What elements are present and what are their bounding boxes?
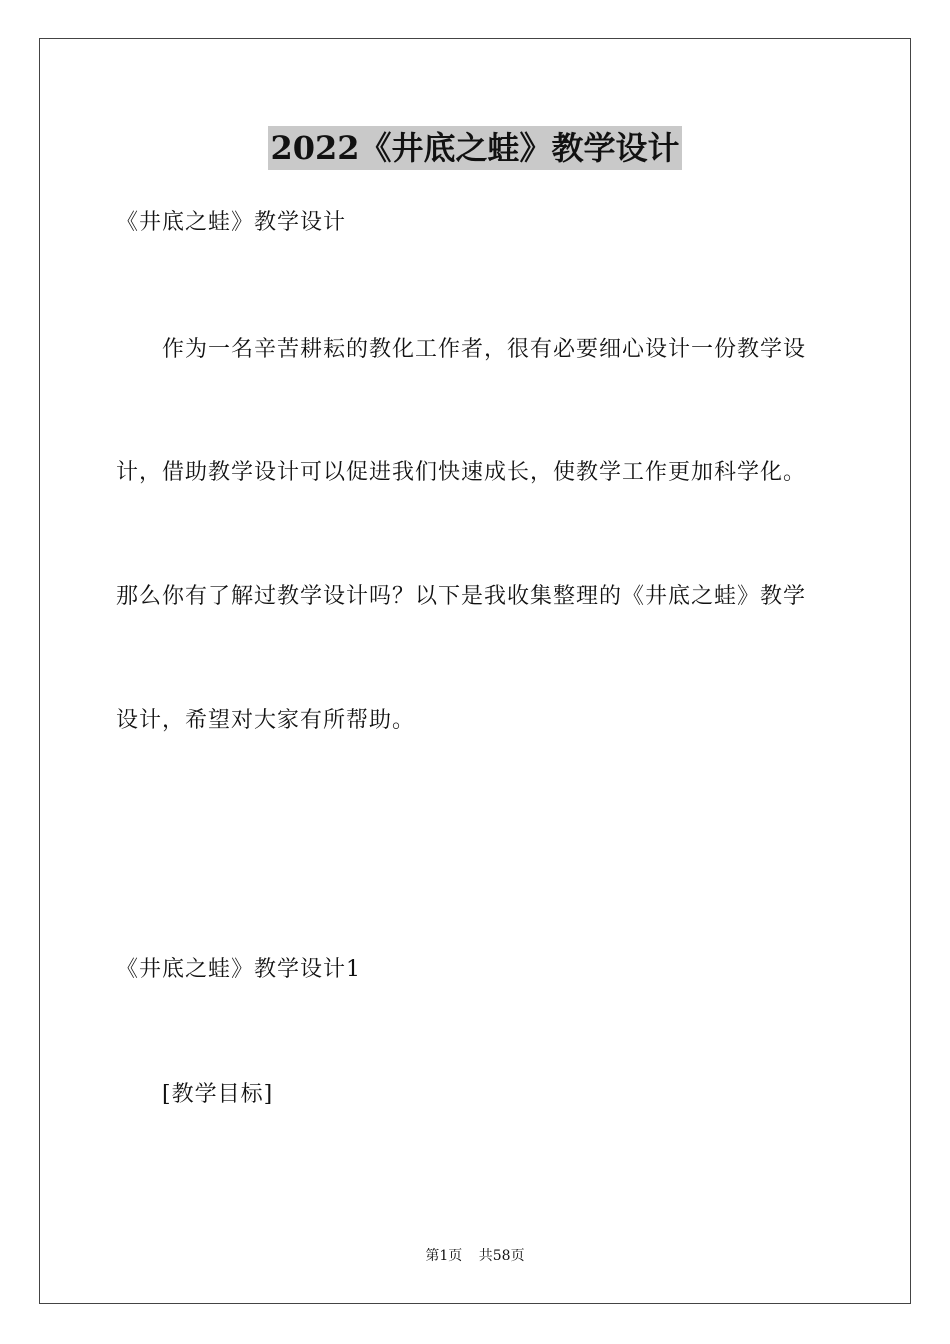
document-title: 2022《井底之蛙》教学设计 [268, 126, 681, 170]
title-container [0, 126, 950, 170]
intro-line-4: 设计，希望对大家有所帮助。 [116, 708, 416, 733]
page-total: 共58页 [478, 1248, 525, 1264]
intro-line-1: 作为一名辛苦耕耘的教化工作者，很有必要细心设计一份教学设 [162, 337, 807, 362]
section-heading: 《井底之蛙》教学设计1 [116, 957, 361, 982]
intro-line-2: 计，借助教学设计可以促进我们快速成长，使教学工作更加科学化。 [116, 460, 807, 485]
page-footer [0, 1246, 950, 1266]
intro-line-3: 那么你有了解过教学设计吗？以下是我收集整理的《井底之蛙》教学 [116, 584, 807, 609]
section-subheading: [教学目标] [162, 1082, 274, 1107]
page-current: 第1页 [425, 1248, 463, 1264]
document-subtitle: 《井底之蛙》教学设计 [116, 210, 347, 235]
